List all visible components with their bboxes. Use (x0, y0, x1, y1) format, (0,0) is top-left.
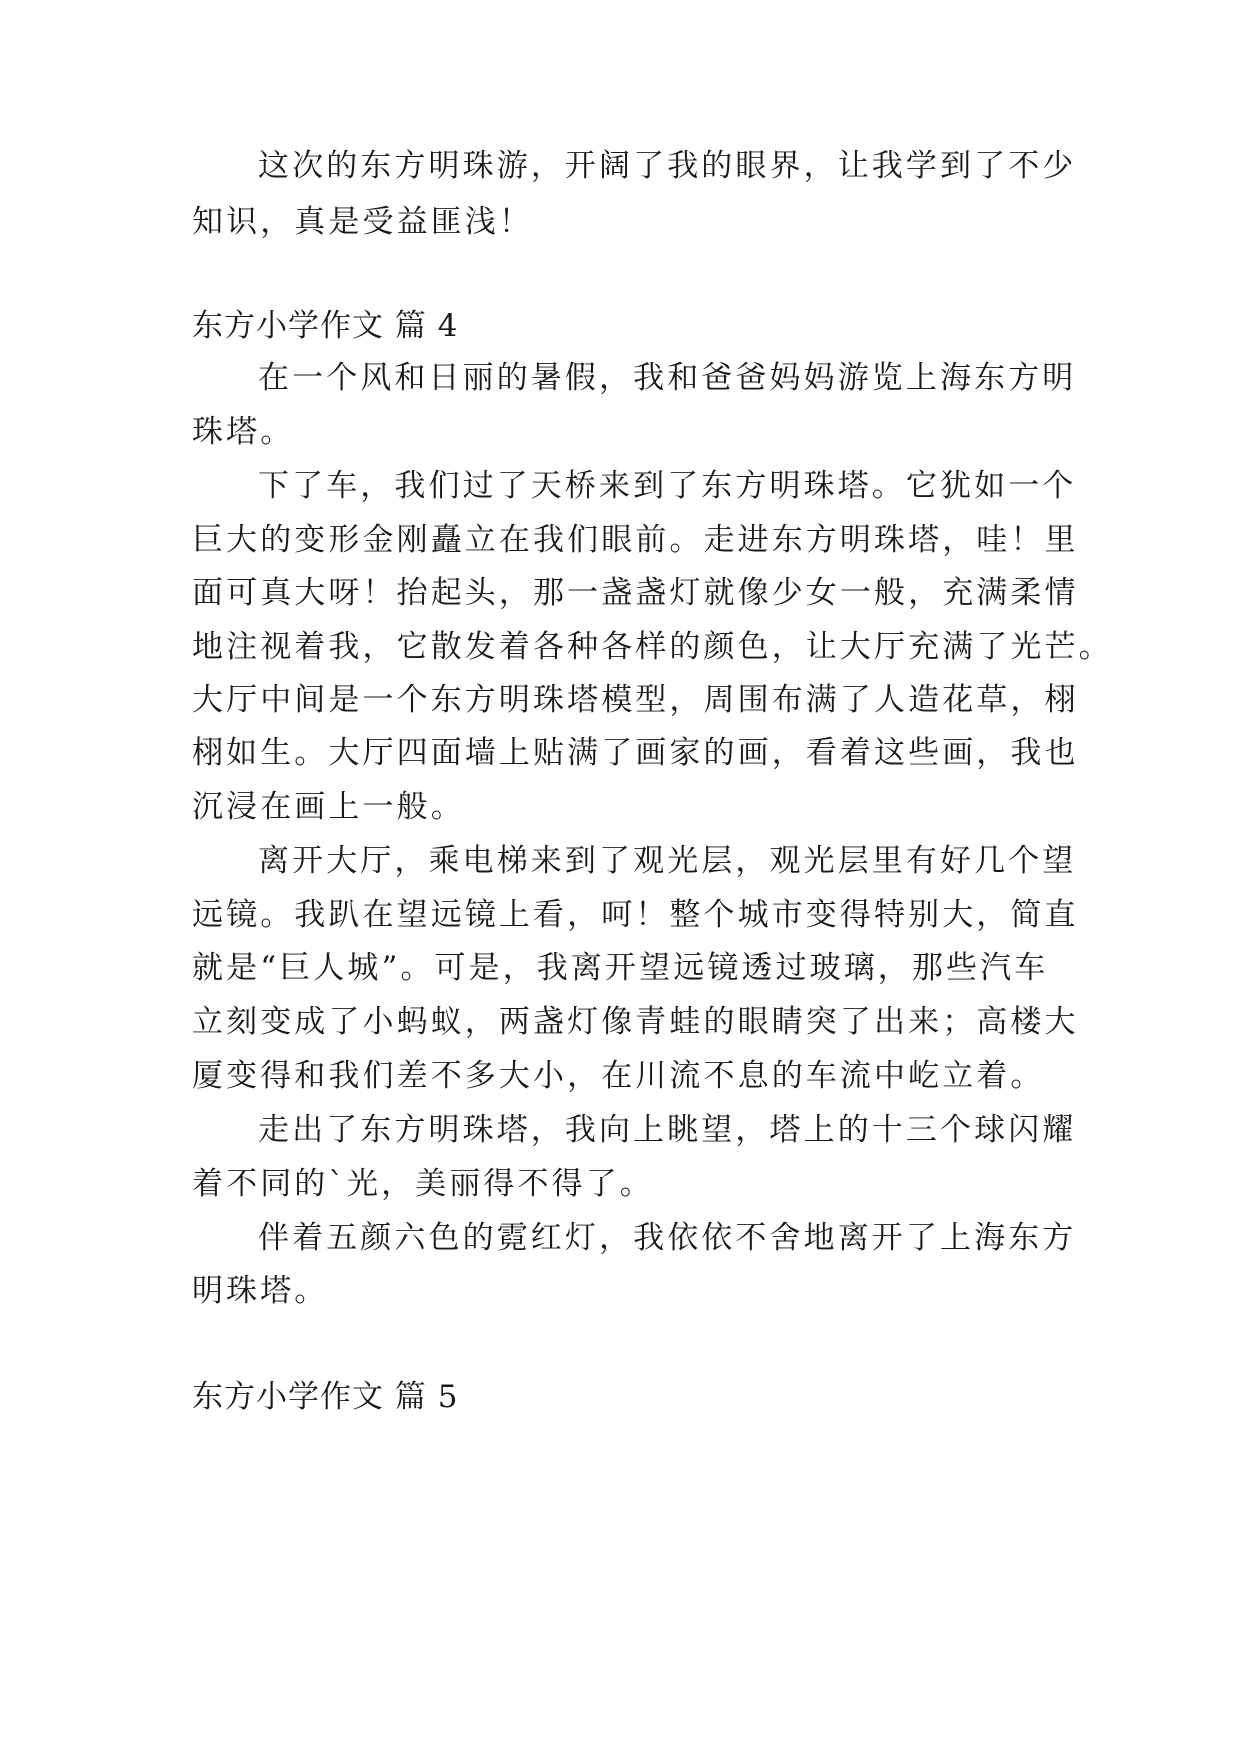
text-line: 地注视着我，它散发着各种各样的颜色，让大厅充满了光芒。 (192, 629, 1113, 665)
text-line: 栩如生。大厅四面墙上贴满了画家的画，看着这些画，我也 (192, 735, 1079, 771)
text-line: 面可真大呀！抬起头，那一盏盏灯就像少女一般，充满柔情 (192, 575, 1079, 611)
text-line: 沉浸在画上一般。 (192, 789, 465, 825)
text-line: 大厅中间是一个东方明珠塔模型，周围布满了人造花草，栩 (192, 682, 1079, 718)
text-line: 走出了东方明珠塔，我向上眺望，塔上的十三个球闪耀 (258, 1112, 1077, 1148)
text-line: 离开大厅，乘电梯来到了观光层，观光层里有好几个望 (258, 843, 1077, 879)
text-line: 就是“巨人城”。可是，我离开望远镜透过玻璃，那些汽车 (192, 950, 1049, 986)
text-line: 远镜。我趴在望远镜上看，呵！整个城市变得特别大，简直 (192, 897, 1079, 933)
text-line: 珠塔。 (192, 414, 295, 450)
text-line: 明珠塔。 (192, 1273, 329, 1309)
section-heading: 东方小学作文 篇 4 (192, 308, 459, 344)
text-line: 知识，真是受益匪浅！ (192, 204, 533, 240)
text-line: 这次的东方明珠游，开阔了我的眼界，让我学到了不少 (258, 148, 1077, 184)
text-line: 着不同的`光，美丽得不得了。 (192, 1166, 654, 1202)
text-line: 立刻变成了小蚂蚁，两盏灯像青蛙的眼睛突了出来；高楼大 (192, 1004, 1079, 1040)
text-line: 厦变得和我们差不多大小，在川流不息的车流中屹立着。 (192, 1058, 1045, 1094)
section-heading: 东方小学作文 篇 5 (192, 1379, 459, 1415)
text-line: 伴着五颜六色的霓红灯，我依依不舍地离开了上海东方 (258, 1220, 1077, 1256)
text-line: 在一个风和日丽的暑假，我和爸爸妈妈游览上海东方明 (258, 360, 1077, 396)
text-line: 下了车，我们过了天桥来到了东方明珠塔。它犹如一个 (258, 468, 1077, 504)
text-line: 巨大的变形金刚矗立在我们眼前。走进东方明珠塔，哇！里 (192, 522, 1079, 558)
